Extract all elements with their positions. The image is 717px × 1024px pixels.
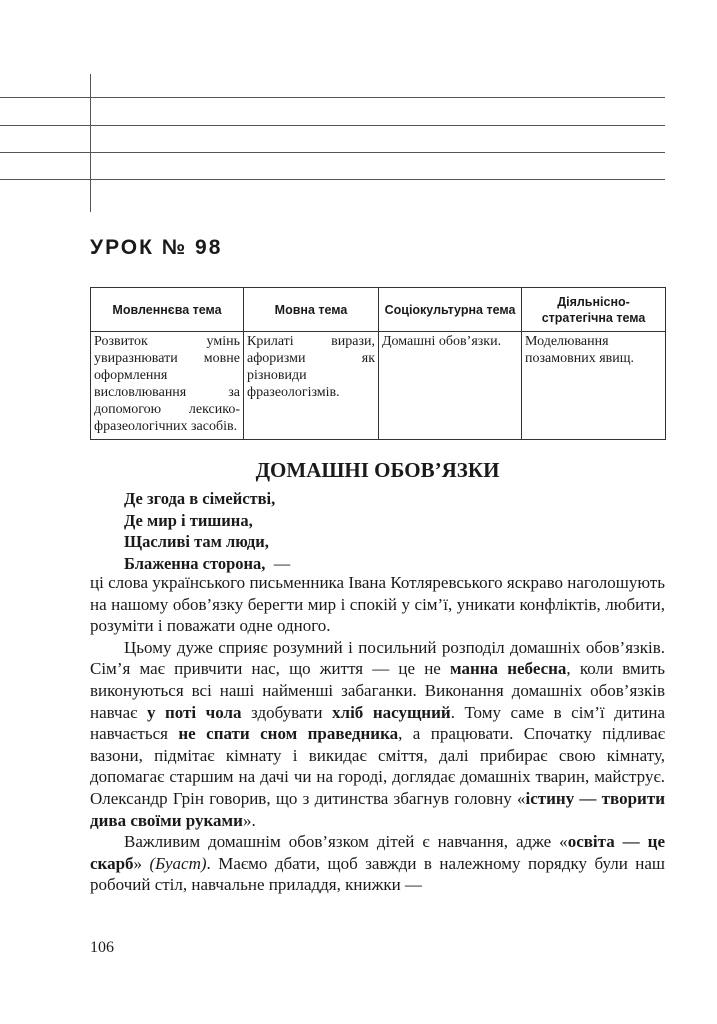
text-run: . Тому саме в сім’ї дитина навчається <box>90 702 666 744</box>
header-activity-strategic-theme: Діяльнісно-стратегічна тема <box>522 288 666 332</box>
text-run: здобувати <box>241 702 333 722</box>
idiom-phrase: не спати сном праведника <box>178 724 399 744</box>
header-language-theme: Мовна тема <box>244 288 379 332</box>
lesson-title: УРОК № 98 <box>90 236 223 259</box>
cell-speech-theme: Розвиток умінь увиразнювати мовне оформлення висловлювання за допомогою лексико-фразеологічних засобів. <box>91 332 244 440</box>
poem-dash: — <box>273 553 291 573</box>
cell-language-theme: Крилаті вирази, афоризми як різновиди фразеологізмів. <box>244 332 379 440</box>
idiom-phrase: хліб насущний <box>332 702 451 722</box>
ruled-margin-line <box>90 74 91 212</box>
text-run: , коли вмить виконуються всі наші найменші забаганки. Виконання домашніх обов’язків навчає <box>90 659 665 722</box>
ruled-line-4 <box>0 179 665 180</box>
table-header-row <box>91 288 666 332</box>
quote-author: (Буаст) <box>149 853 207 873</box>
text-run: Важливим домашнім обов’язком дітей є навчання, адже « <box>124 832 568 852</box>
header-speech-theme: Мовленнєва тема <box>91 288 244 332</box>
paragraph-2 <box>90 637 665 831</box>
poem-line-text: Блаженна сторона, <box>124 553 266 573</box>
poem-line-last <box>124 553 290 575</box>
cell-activity-strategic-theme: Моделювання позамовних явищ. <box>522 332 666 440</box>
poem-line: Де мир і тишина, <box>124 510 253 530</box>
idiom-phrase: манна небесна <box>450 659 567 679</box>
table-row <box>91 332 666 440</box>
paragraph-1: ці слова українського письменника Івана Котляревського яскраво наголошують на нашому обов’язку берегти мир і спокій у сім’ї, уникати конфліктів, любити, розуміти і поважати одне одного. <box>90 573 665 636</box>
idiom-phrase: освіта — це скарб <box>90 832 665 873</box>
lesson-themes-table <box>90 287 666 440</box>
poem-line: Щасливі там люди, <box>124 532 269 551</box>
idiom-phrase: у поті чола <box>146 702 242 722</box>
idiom-phrase: істину — творити дива своїми руками <box>90 788 665 830</box>
header-sociocultural-theme: Соціокультурна тема <box>379 288 522 332</box>
cell-sociocultural-theme: Домашні обов’язки. <box>379 332 522 440</box>
page-number: 106 <box>90 939 114 956</box>
paragraph-3 <box>90 831 665 896</box>
text-run: . Маємо дбати, щоб завжди в належному порядку були наш робочий стіл, навчальне приладдя, книжки — <box>90 853 665 895</box>
text-run: , а працювати. Спочатку підливає вазони, підмітає кімнату і викидає сміття, далі прибирає свою кімнату, допомагає старшим на дачі чи на городі, доглядає домашніх тварин, майструє. Олександр Грін говорив, що з дитинства збагнув головну « <box>90 724 665 808</box>
text-run: ». <box>242 810 256 830</box>
epigraph-poem <box>124 488 290 574</box>
ruled-line-2 <box>0 125 665 126</box>
body-text <box>90 572 665 896</box>
text-run: Цьому дуже сприяє розумний і посильний розподіл домашніх обов’язків. Сім’я має привчити нас, що життя — це не <box>90 637 665 679</box>
ruled-line-3 <box>0 152 665 153</box>
section-title: ДОМАШНІ ОБОВ’ЯЗКИ <box>255 458 500 482</box>
text-run: » <box>133 853 150 873</box>
ruled-line-1 <box>0 97 665 98</box>
poem-line: Де згода в сімействі, <box>124 489 276 508</box>
